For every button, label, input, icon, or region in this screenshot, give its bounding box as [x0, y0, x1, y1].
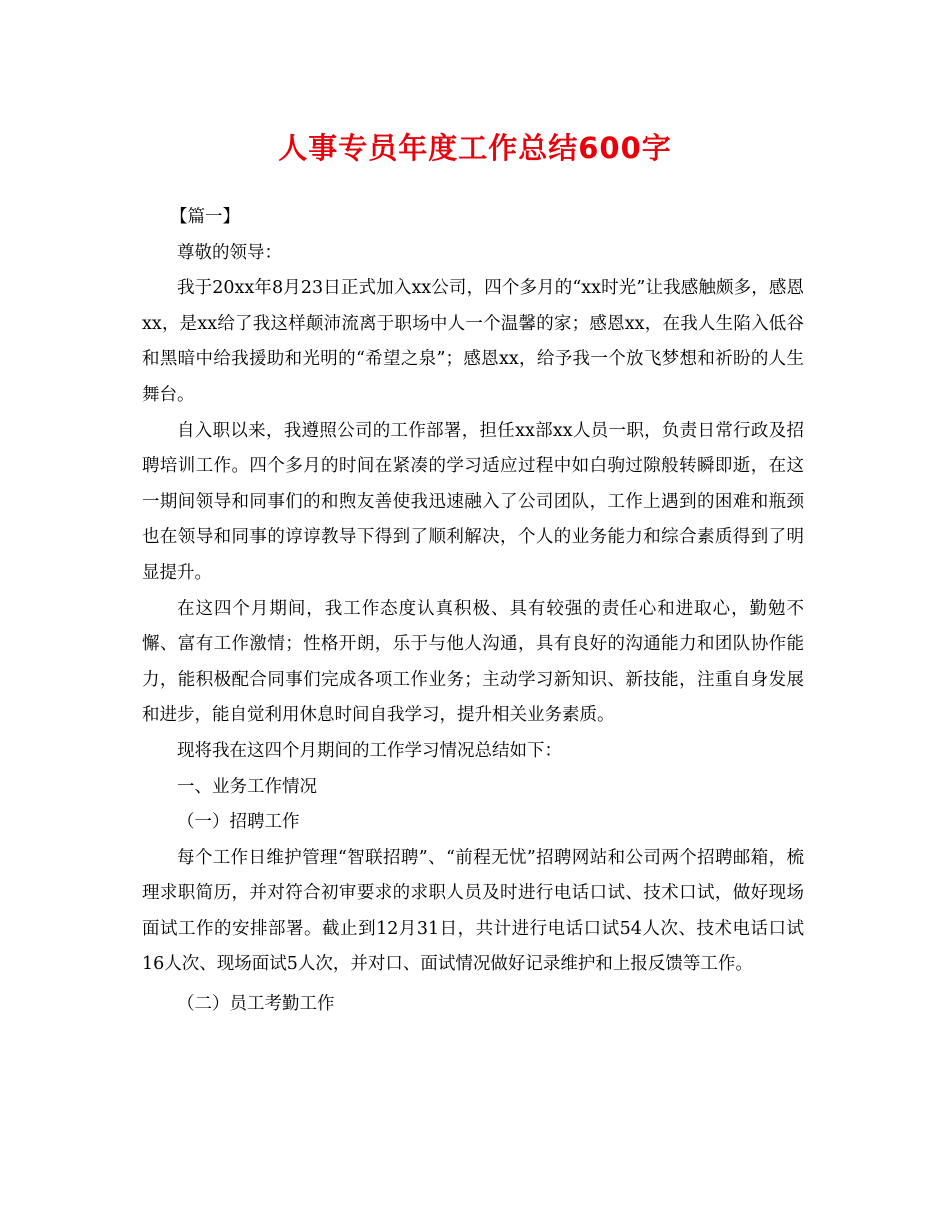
paragraph-recruitment: 每个工作日维护管理“智联招聘”、“前程无忧”招聘网站和公司两个招聘邮箱，梳理求职简历，并对符合初审要求的求职人员及时进行电话口试、技术口试，做好现场面试工作的安排部署。截止到12月31日，共计进行电话口试54人次、技术电话口试16人次、现场面试5人次，并对口、面试情况做好记录维护和上报反馈等工作。 [142, 847, 804, 975]
subheading-attendance: （二）员工考勤工作 [177, 994, 335, 1015]
section-label: 【篇一】 [170, 207, 240, 227]
paragraph-duties: 自入职以来，我遵照公司的工作部署，担任xx部xx人员一职，负责日常行政及招聘培训工作。四个多月的时间在紧凑的学习适应过程中如白驹过隙般转瞬即逝，在这一期间领导和同事们的和煦友善使我迅速融入了公司团队，工作上遇到的困难和瓶颈也在领导和同事的谆谆教导下得到了顺利解决，个人的业务能力和综合素质得到了明显提升。 [142, 420, 804, 583]
document-title: 人事专员年度工作总结600字 [278, 131, 672, 165]
heading-business-work: 一、业务工作情况 [177, 776, 317, 797]
document-body [142, 200, 804, 1023]
paragraph-summary-lead: 现将我在这四个月期间的工作学习情况总结如下： [177, 740, 562, 761]
paragraph-intro: 我于20xx年8月23日正式加入xx公司，四个多月的“xx时光”让我感触颇多，感恩xx，是xx给了我这样颠沛流离于职场中人一个温馨的家；感恩xx，在我人生陷入低谷和黑暗中给我援助和光明的“希望之泉”；感恩xx，给予我一个放飞梦想和祈盼的人生舞台。 [142, 278, 804, 405]
salutation: 尊敬的领导： [177, 242, 282, 263]
subheading-recruitment: （一）招聘工作 [177, 812, 300, 833]
paragraph-attitude: 在这四个月期间，我工作态度认真积极、具有较强的责任心和进取心，勤勉不懈、富有工作激情；性格开朗，乐于与他人沟通，具有良好的沟通能力和团队协作能力，能积极配合同事们完成各项工作业务；主动学习新知识、新技能，注重自身发展和进步，能自觉利用休息时间自我学习，提升相关业务素质。 [142, 598, 804, 726]
